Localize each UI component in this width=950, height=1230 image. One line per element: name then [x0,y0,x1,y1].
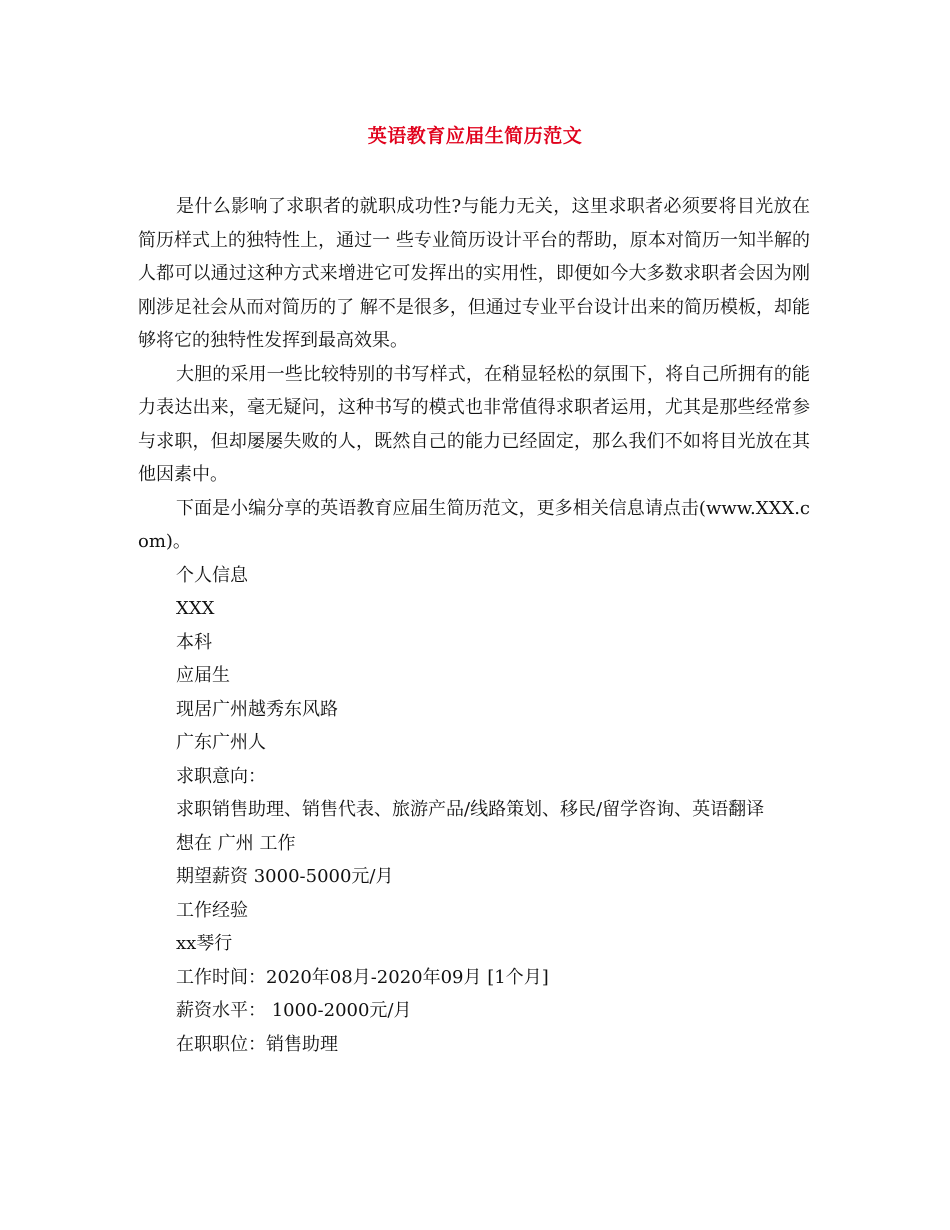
section-heading-work-experience: 工作经验 [176,899,248,921]
name-line: XXX [176,598,215,619]
status-line: 应届生 [176,665,230,686]
link-paragraph: 下面是小编分享的英语教育应届生简历范文，更多相关信息请点击(www.XXX.com)。 [138,497,810,552]
section-heading-job-intention: 求职意向： [176,765,266,787]
work-period-line: 工作时间：2020年08月-2020年09月 [1个月] [176,966,549,988]
document-title: 英语教育应届生简历范文 [367,125,583,147]
hometown-line: 广东广州人 [176,732,266,753]
salary-level-line: 薪资水平： 1000-2000元/月 [176,1000,412,1021]
position-line: 在职职位：销售助理 [176,1033,338,1055]
expected-salary-line: 期望薪资 3000-5000元/月 [176,866,394,887]
desired-location-line: 想在 广州 工作 [176,832,296,854]
employer-line: xx琴行 [176,933,233,954]
education-line: 本科 [176,631,212,653]
desired-positions-line: 求职销售助理、销售代表、旅游产品/线路策划、移民/留学咨询、英语翻译 [176,799,765,820]
style-paragraph: 大胆的采用一些比较特别的书写样式，在稍显轻松的氛围下，将自己所拥有的能力表达出来，毫无疑问，这种书写的模式也非常值得求职者运用，尤其是那些经常参与求职，但却屡屡失败的人，既然自己的能力已经固定，那么我们不如将目光放在其他因素中。 [138,363,810,485]
intro-paragraph: 是什么影响了求职者的就职成功性?与能力无关，这里求职者必须要将目光放在简历样式上的独特性上，通过一 些专业简历设计平台的帮助，原本对简历一知半解的人都可以通过这种方式来增进它可发挥出的实用性，即便如今大多数求职者会因为刚刚涉足社会从而对简历的了 解不是很多，但通过专业平台设计出来的简历模板，却能够将它的独特性发挥到最高效果。 [138,196,810,351]
section-heading-personal-info: 个人信息 [176,564,248,586]
residence-line: 现居广州越秀东风路 [176,698,338,720]
document-body [138,190,810,1061]
